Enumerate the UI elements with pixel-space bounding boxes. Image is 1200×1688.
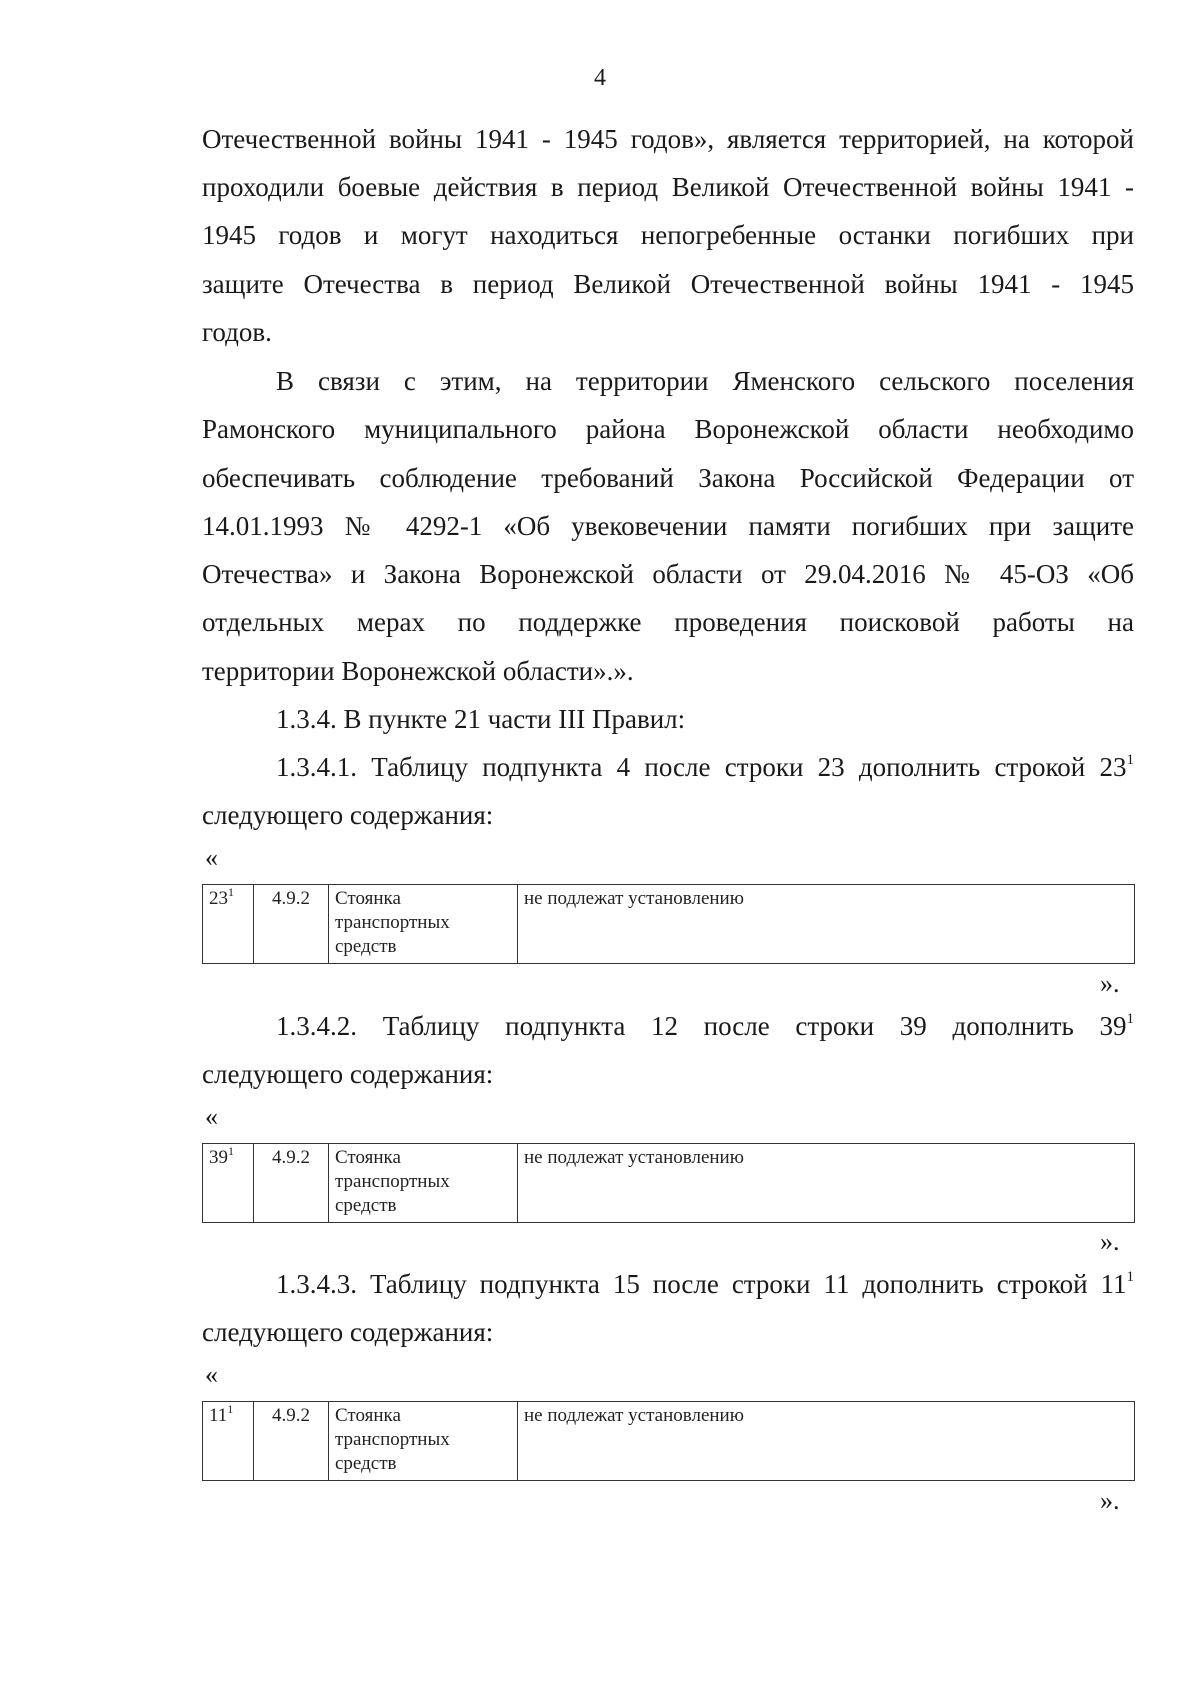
- paragraph-line: отдельных мерах по поддержке проведения поисковой работы на: [202, 607, 1134, 637]
- quote-open: «: [205, 1102, 218, 1131]
- clause-line: 1.3.4.1. Таблицу подпункта 4 после строки 23 дополнить строкой $23^1$: [276, 752, 1134, 782]
- name-cell: Стоянка транспортных средств: [329, 1402, 518, 1481]
- paragraph-line: В связи с этим, на территории Яменского сельского поселения: [276, 366, 1134, 396]
- clause-line: следующего содержания:: [202, 1317, 494, 1347]
- table-row: [203, 1144, 1135, 1223]
- insert-table: [202, 884, 1135, 964]
- code-cell: 4.9.2: [254, 885, 329, 964]
- code-cell: 4.9.2: [254, 1144, 329, 1223]
- page-number: 4: [594, 65, 606, 91]
- paragraph-line: Рамонского муниципального района Воронежской области необходимо: [202, 414, 1134, 444]
- paragraph-line: обеспечивать соблюдение требований Закона Российской Федерации от: [202, 463, 1134, 493]
- clause-line: 1.3.4.2. Таблицу подпункта 12 после строки 39 дополнить $39^1$: [276, 1011, 1134, 1041]
- quote-close: ».: [1100, 1486, 1120, 1515]
- table-row: [203, 1402, 1135, 1481]
- quote-close: ».: [1100, 969, 1120, 998]
- paragraph-line: Отечества» и Закона Воронежской области от 29.04.2016 № 45-ОЗ «Об: [202, 559, 1134, 589]
- paragraph-line: 1945 годов и могут находиться непогребенные останки погибших при: [202, 220, 1134, 250]
- value-cell: не подлежат установлению: [518, 1144, 1135, 1223]
- row-number-cell: $11^1$: [203, 1402, 254, 1481]
- clause-line: 1.3.4.3. Таблицу подпункта 15 после строки 11 дополнить строкой $11^1$: [276, 1269, 1134, 1299]
- clause-heading: 1.3.4. В пункте 21 части III Правил:: [276, 704, 686, 734]
- name-cell: Стоянка транспортных средств: [329, 1144, 518, 1223]
- quote-close: ».: [1100, 1227, 1120, 1256]
- value-cell: не подлежат установлению: [518, 885, 1135, 964]
- clause-line: следующего содержания:: [202, 800, 494, 830]
- quote-open: «: [205, 1360, 218, 1389]
- paragraph-line: защите Отечества в период Великой Отечественной войны 1941 - 1945: [202, 269, 1134, 299]
- clause-line: следующего содержания:: [202, 1059, 494, 1089]
- row-number-cell: $39^1$: [203, 1144, 254, 1223]
- paragraph-line: 14.01.1993 № 4292-1 «Об увековечении памяти погибших при защите: [202, 511, 1134, 541]
- row-number-cell: $23^1$: [203, 885, 254, 964]
- code-cell: 4.9.2: [254, 1402, 329, 1481]
- paragraph-line: территории Воронежской области».».: [202, 656, 634, 686]
- quote-open: «: [205, 843, 218, 872]
- insert-table: [202, 1143, 1135, 1223]
- insert-table: [202, 1401, 1135, 1481]
- table-row: [203, 885, 1135, 964]
- paragraph-line: годов.: [202, 317, 272, 347]
- paragraph-line: проходили боевые действия в период Великой Отечественной войны 1941 -: [202, 172, 1134, 202]
- name-cell: Стоянка транспортных средств: [329, 885, 518, 964]
- value-cell: не подлежат установлению: [518, 1402, 1135, 1481]
- paragraph-line: Отечественной войны 1941 - 1945 годов», является территорией, на которой: [202, 124, 1134, 154]
